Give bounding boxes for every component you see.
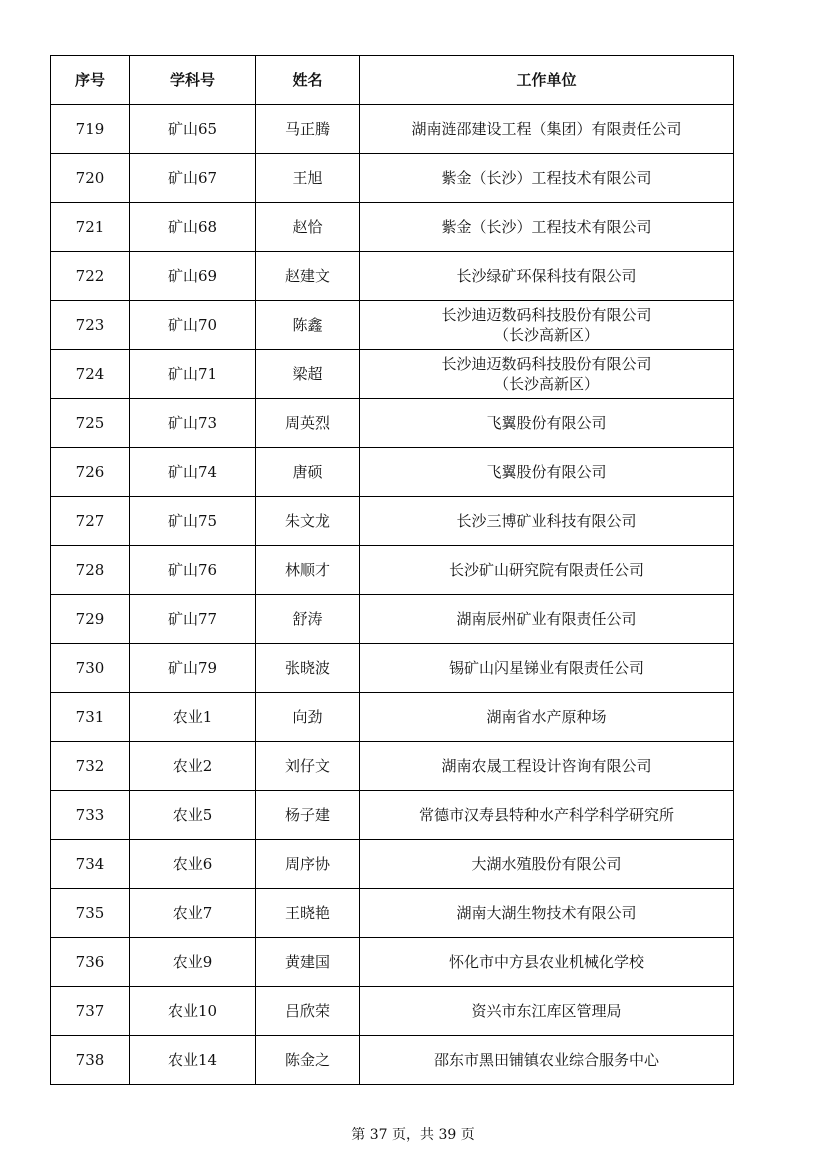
table-row xyxy=(51,497,734,546)
cell-unit xyxy=(360,1036,734,1085)
cell-no: 729 xyxy=(51,595,130,644)
cell-name: 赵恰 xyxy=(256,203,360,252)
cell-unit xyxy=(360,301,734,350)
cell-name: 吕欣荣 xyxy=(256,987,360,1036)
cell-no: 728 xyxy=(51,546,130,595)
cell-no: 731 xyxy=(51,693,130,742)
cell-no: 738 xyxy=(51,1036,130,1085)
cell-name: 王晓艳 xyxy=(256,889,360,938)
page-number: 第 37 页，共 39 页 xyxy=(351,1127,475,1143)
cell-subject: 农业6 xyxy=(130,840,256,889)
table-row xyxy=(51,252,734,301)
table-row xyxy=(51,1036,734,1085)
cell-name: 杨子建 xyxy=(256,791,360,840)
unit-line: 紫金（长沙）工程技术有限公司 xyxy=(441,169,652,187)
cell-name: 王旭 xyxy=(256,154,360,203)
header-no: 序号 xyxy=(51,56,130,105)
unit-line: 长沙矿山研究院有限责任公司 xyxy=(448,561,644,579)
table-row xyxy=(51,840,734,889)
cell-subject: 矿山79 xyxy=(130,644,256,693)
cell-unit xyxy=(360,252,734,301)
cell-subject: 矿山70 xyxy=(130,301,256,350)
cell-subject: 矿山68 xyxy=(130,203,256,252)
table-row xyxy=(51,889,734,938)
roster-table xyxy=(50,55,734,1085)
cell-no: 724 xyxy=(51,350,130,399)
cell-subject: 农业2 xyxy=(130,742,256,791)
cell-unit xyxy=(360,399,734,448)
cell-name: 林顺才 xyxy=(256,546,360,595)
table-row xyxy=(51,644,734,693)
cell-name: 马正腾 xyxy=(256,105,360,154)
unit-line: 湖南农晟工程设计咨询有限公司 xyxy=(441,757,652,775)
cell-no: 732 xyxy=(51,742,130,791)
cell-no: 726 xyxy=(51,448,130,497)
cell-unit xyxy=(360,546,734,595)
cell-name: 赵建文 xyxy=(256,252,360,301)
cell-unit xyxy=(360,154,734,203)
cell-no: 723 xyxy=(51,301,130,350)
table-row xyxy=(51,203,734,252)
cell-name: 唐硕 xyxy=(256,448,360,497)
cell-subject: 农业10 xyxy=(130,987,256,1036)
unit-line: 长沙迪迈数码科技股份有限公司 xyxy=(441,306,652,324)
unit-line: 长沙三博矿业科技有限公司 xyxy=(456,512,637,530)
cell-unit xyxy=(360,203,734,252)
table-row xyxy=(51,938,734,987)
cell-name: 刘仔文 xyxy=(256,742,360,791)
header-row xyxy=(51,56,734,105)
header-unit: 工作单位 xyxy=(360,56,734,105)
table-row xyxy=(51,987,734,1036)
cell-unit xyxy=(360,693,734,742)
cell-no: 735 xyxy=(51,889,130,938)
unit-line: 长沙迪迈数码科技股份有限公司 xyxy=(441,355,652,373)
table-row xyxy=(51,742,734,791)
cell-no: 736 xyxy=(51,938,130,987)
cell-name: 周序协 xyxy=(256,840,360,889)
cell-subject: 矿山76 xyxy=(130,546,256,595)
cell-name: 张晓波 xyxy=(256,644,360,693)
header-subject: 学科号 xyxy=(130,56,256,105)
unit-line: 怀化市中方县农业机械化学校 xyxy=(448,953,644,971)
cell-no: 722 xyxy=(51,252,130,301)
cell-subject: 农业1 xyxy=(130,693,256,742)
unit-line: 湖南省水产原种场 xyxy=(486,708,607,726)
table-row xyxy=(51,693,734,742)
cell-subject: 农业9 xyxy=(130,938,256,987)
cell-subject: 矿山67 xyxy=(130,154,256,203)
unit-line: 飞翼股份有限公司 xyxy=(486,463,607,481)
cell-subject: 农业7 xyxy=(130,889,256,938)
unit-line: （长沙高新区） xyxy=(493,375,599,393)
cell-name: 向劲 xyxy=(256,693,360,742)
cell-no: 720 xyxy=(51,154,130,203)
cell-name: 梁超 xyxy=(256,350,360,399)
cell-subject: 矿山75 xyxy=(130,497,256,546)
unit-line: 邵东市黑田铺镇农业综合服务中心 xyxy=(433,1051,659,1069)
cell-no: 730 xyxy=(51,644,130,693)
cell-no: 719 xyxy=(51,105,130,154)
table-row xyxy=(51,546,734,595)
cell-name: 周英烈 xyxy=(256,399,360,448)
table-row xyxy=(51,301,734,350)
table-row xyxy=(51,791,734,840)
cell-unit xyxy=(360,987,734,1036)
cell-no: 734 xyxy=(51,840,130,889)
cell-subject: 矿山73 xyxy=(130,399,256,448)
cell-unit xyxy=(360,350,734,399)
cell-no: 727 xyxy=(51,497,130,546)
cell-subject: 矿山69 xyxy=(130,252,256,301)
unit-line: 湖南辰州矿业有限责任公司 xyxy=(456,610,637,628)
table-row xyxy=(51,154,734,203)
cell-name: 陈金之 xyxy=(256,1036,360,1085)
table-row xyxy=(51,105,734,154)
unit-line: 湖南涟邵建设工程（集团）有限责任公司 xyxy=(411,120,682,138)
cell-unit xyxy=(360,742,734,791)
table-row xyxy=(51,595,734,644)
cell-name: 舒涛 xyxy=(256,595,360,644)
unit-line: 常德市汉寿县特种水产科学科学研究所 xyxy=(418,806,674,824)
cell-name: 黄建国 xyxy=(256,938,360,987)
cell-unit xyxy=(360,497,734,546)
table-body xyxy=(51,105,734,1085)
cell-no: 737 xyxy=(51,987,130,1036)
unit-line: 紫金（长沙）工程技术有限公司 xyxy=(441,218,652,236)
cell-unit xyxy=(360,448,734,497)
unit-line: 锡矿山闪星锑业有限责任公司 xyxy=(448,659,644,677)
cell-name: 朱文龙 xyxy=(256,497,360,546)
unit-line: 资兴市东江库区管理局 xyxy=(471,1002,622,1020)
table-row xyxy=(51,350,734,399)
cell-subject: 农业14 xyxy=(130,1036,256,1085)
cell-subject: 矿山71 xyxy=(130,350,256,399)
cell-subject: 矿山74 xyxy=(130,448,256,497)
cell-unit xyxy=(360,840,734,889)
unit-line: 大湖水殖股份有限公司 xyxy=(471,855,622,873)
header-name: 姓名 xyxy=(256,56,360,105)
table-row xyxy=(51,399,734,448)
unit-line: 长沙绿矿环保科技有限公司 xyxy=(456,267,637,285)
cell-unit xyxy=(360,791,734,840)
cell-subject: 矿山65 xyxy=(130,105,256,154)
cell-unit xyxy=(360,595,734,644)
unit-line: （长沙高新区） xyxy=(493,326,599,344)
cell-unit xyxy=(360,938,734,987)
table-row xyxy=(51,448,734,497)
unit-line: 飞翼股份有限公司 xyxy=(486,414,607,432)
cell-no: 721 xyxy=(51,203,130,252)
cell-unit xyxy=(360,105,734,154)
cell-no: 733 xyxy=(51,791,130,840)
cell-no: 725 xyxy=(51,399,130,448)
cell-name: 陈鑫 xyxy=(256,301,360,350)
cell-unit xyxy=(360,889,734,938)
cell-subject: 农业5 xyxy=(130,791,256,840)
cell-unit xyxy=(360,644,734,693)
cell-subject: 矿山77 xyxy=(130,595,256,644)
unit-line: 湖南大湖生物技术有限公司 xyxy=(456,904,637,922)
